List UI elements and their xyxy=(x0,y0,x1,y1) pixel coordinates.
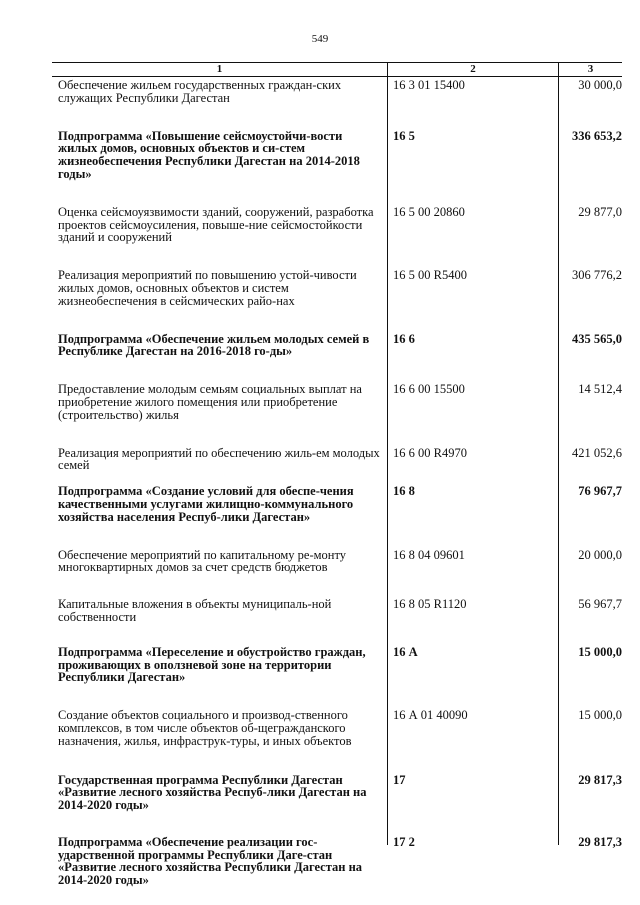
row-description: Обеспечение жильем государственных граждан-ских служащих Республики Дагестан xyxy=(58,78,342,105)
row-description: Подпрограмма «Переселение и обустройство граждан, проживающих в оползневой зоне на территории Республики Дагестан» xyxy=(58,644,366,685)
row-description: Предоставление молодым семьям социальных выплат на приобретение жилого помещения или приобретение (строительство) жилья xyxy=(58,382,362,422)
row-amount: 336 653,2 xyxy=(572,128,622,143)
row-description: Подпрограмма «Создание условий для обеспе-чения качественными услугами жилищно-коммунального хозяйства населения Респуб-лики Дагестан» xyxy=(58,484,354,524)
table-row xyxy=(52,447,622,473)
row-amount: 15 000,0 xyxy=(578,708,622,723)
row-code: 16 3 01 15400 xyxy=(393,78,465,92)
table-row xyxy=(52,774,622,812)
row-amount: 421 052,6 xyxy=(572,445,622,460)
row-code: 16 8 05 R1120 xyxy=(393,597,467,612)
row-amount: 15 000,0 xyxy=(578,644,622,659)
row-description: Реализация мероприятий по повышению устой-чивости жилых домов, основных объектов и систем жизнеобеспечения в сейсмических райо-нах xyxy=(58,268,357,308)
row-description: Оценка сейсмоуязвимости зданий, сооружений, разработка проектов сейсмоусиления, повыше-ние сейсмостойкости зданий и сооружений xyxy=(58,204,374,245)
row-code: 16 6 00 R4970 xyxy=(393,445,467,460)
table-row xyxy=(52,485,622,523)
row-amount: 56 967,7 xyxy=(578,597,622,612)
row-amount: 30 000,0 xyxy=(578,78,622,92)
table-row xyxy=(52,549,622,575)
row-code: 16 8 xyxy=(393,484,415,499)
row-description: Обеспечение мероприятий по капитальному ре-монту многоквартирных домов за счет средств бюджетов xyxy=(58,547,347,575)
table-body xyxy=(52,79,622,887)
row-amount: 14 512,4 xyxy=(578,382,622,397)
row-description: Подпрограмма «Обеспечение реализации гос-ударственной программы Республики Даге-стан «Развитие лесного хозяйства Республики Дагестан на 2014-2020 годы» xyxy=(58,834,363,888)
row-description: Создание объектов социального и производ-ственного комплексов, в том числе объектов об-щегражданского назначения, жилья, инфраструк-туры, и иных объектов xyxy=(58,708,352,748)
table-row xyxy=(52,836,622,887)
table-row xyxy=(52,383,622,421)
table-row xyxy=(52,646,622,684)
row-code: 17 xyxy=(393,772,406,787)
row-description: Государственная программа Республики Дагестан «Развитие лесного хозяйства Респуб-лики Дагестан на 2014-2020 годы» xyxy=(58,772,367,813)
table-header-rule xyxy=(52,76,622,77)
table-row xyxy=(52,598,622,624)
row-code: 16 8 04 09601 xyxy=(393,547,465,562)
row-amount: 306 776,2 xyxy=(572,268,622,283)
row-code: 16 6 00 15500 xyxy=(393,382,465,397)
header-col-1: 1 xyxy=(216,63,223,75)
row-amount: 29 877,0 xyxy=(578,204,622,219)
row-description: Капитальные вложения в объекты муниципаль-ной собственности xyxy=(58,597,332,624)
table-row xyxy=(52,333,622,359)
table-row xyxy=(52,79,622,105)
row-code: 16 А xyxy=(393,644,418,659)
table-row xyxy=(52,269,622,307)
table-row xyxy=(52,130,622,181)
header-col-2: 2 xyxy=(470,63,476,75)
row-description: Подпрограмма «Повышение сейсмоустойчи-вости жилых домов, основных объектов и си-стем жизнеобеспечения Республики Дагестан на 2014-2018 годы» xyxy=(58,128,360,181)
table-row xyxy=(52,206,622,244)
row-amount: 76 967,7 xyxy=(578,484,622,499)
row-code: 16 А 01 40090 xyxy=(393,708,468,723)
row-code: 17 2 xyxy=(393,834,415,849)
row-amount: 435 565,0 xyxy=(572,331,622,346)
row-code: 16 5 00 R5400 xyxy=(393,268,467,283)
header-col-3: 3 xyxy=(587,63,594,75)
row-amount: 29 817,3 xyxy=(578,834,622,849)
row-description: Реализация мероприятий по обеспечению жиль-ем молодых семей xyxy=(58,445,380,473)
budget-table xyxy=(52,62,622,888)
row-code: 16 5 xyxy=(393,128,415,143)
row-amount: 29 817,3 xyxy=(578,772,622,787)
page-number: 549 xyxy=(311,33,329,45)
row-amount: 20 000,0 xyxy=(578,547,622,562)
row-description: Подпрограмма «Обеспечение жильем молодых семей в Республике Дагестан на 2016-2018 го-ды» xyxy=(58,331,370,359)
row-code: 16 5 00 20860 xyxy=(393,204,465,219)
row-code: 16 6 xyxy=(393,331,415,346)
table-row xyxy=(52,709,622,747)
